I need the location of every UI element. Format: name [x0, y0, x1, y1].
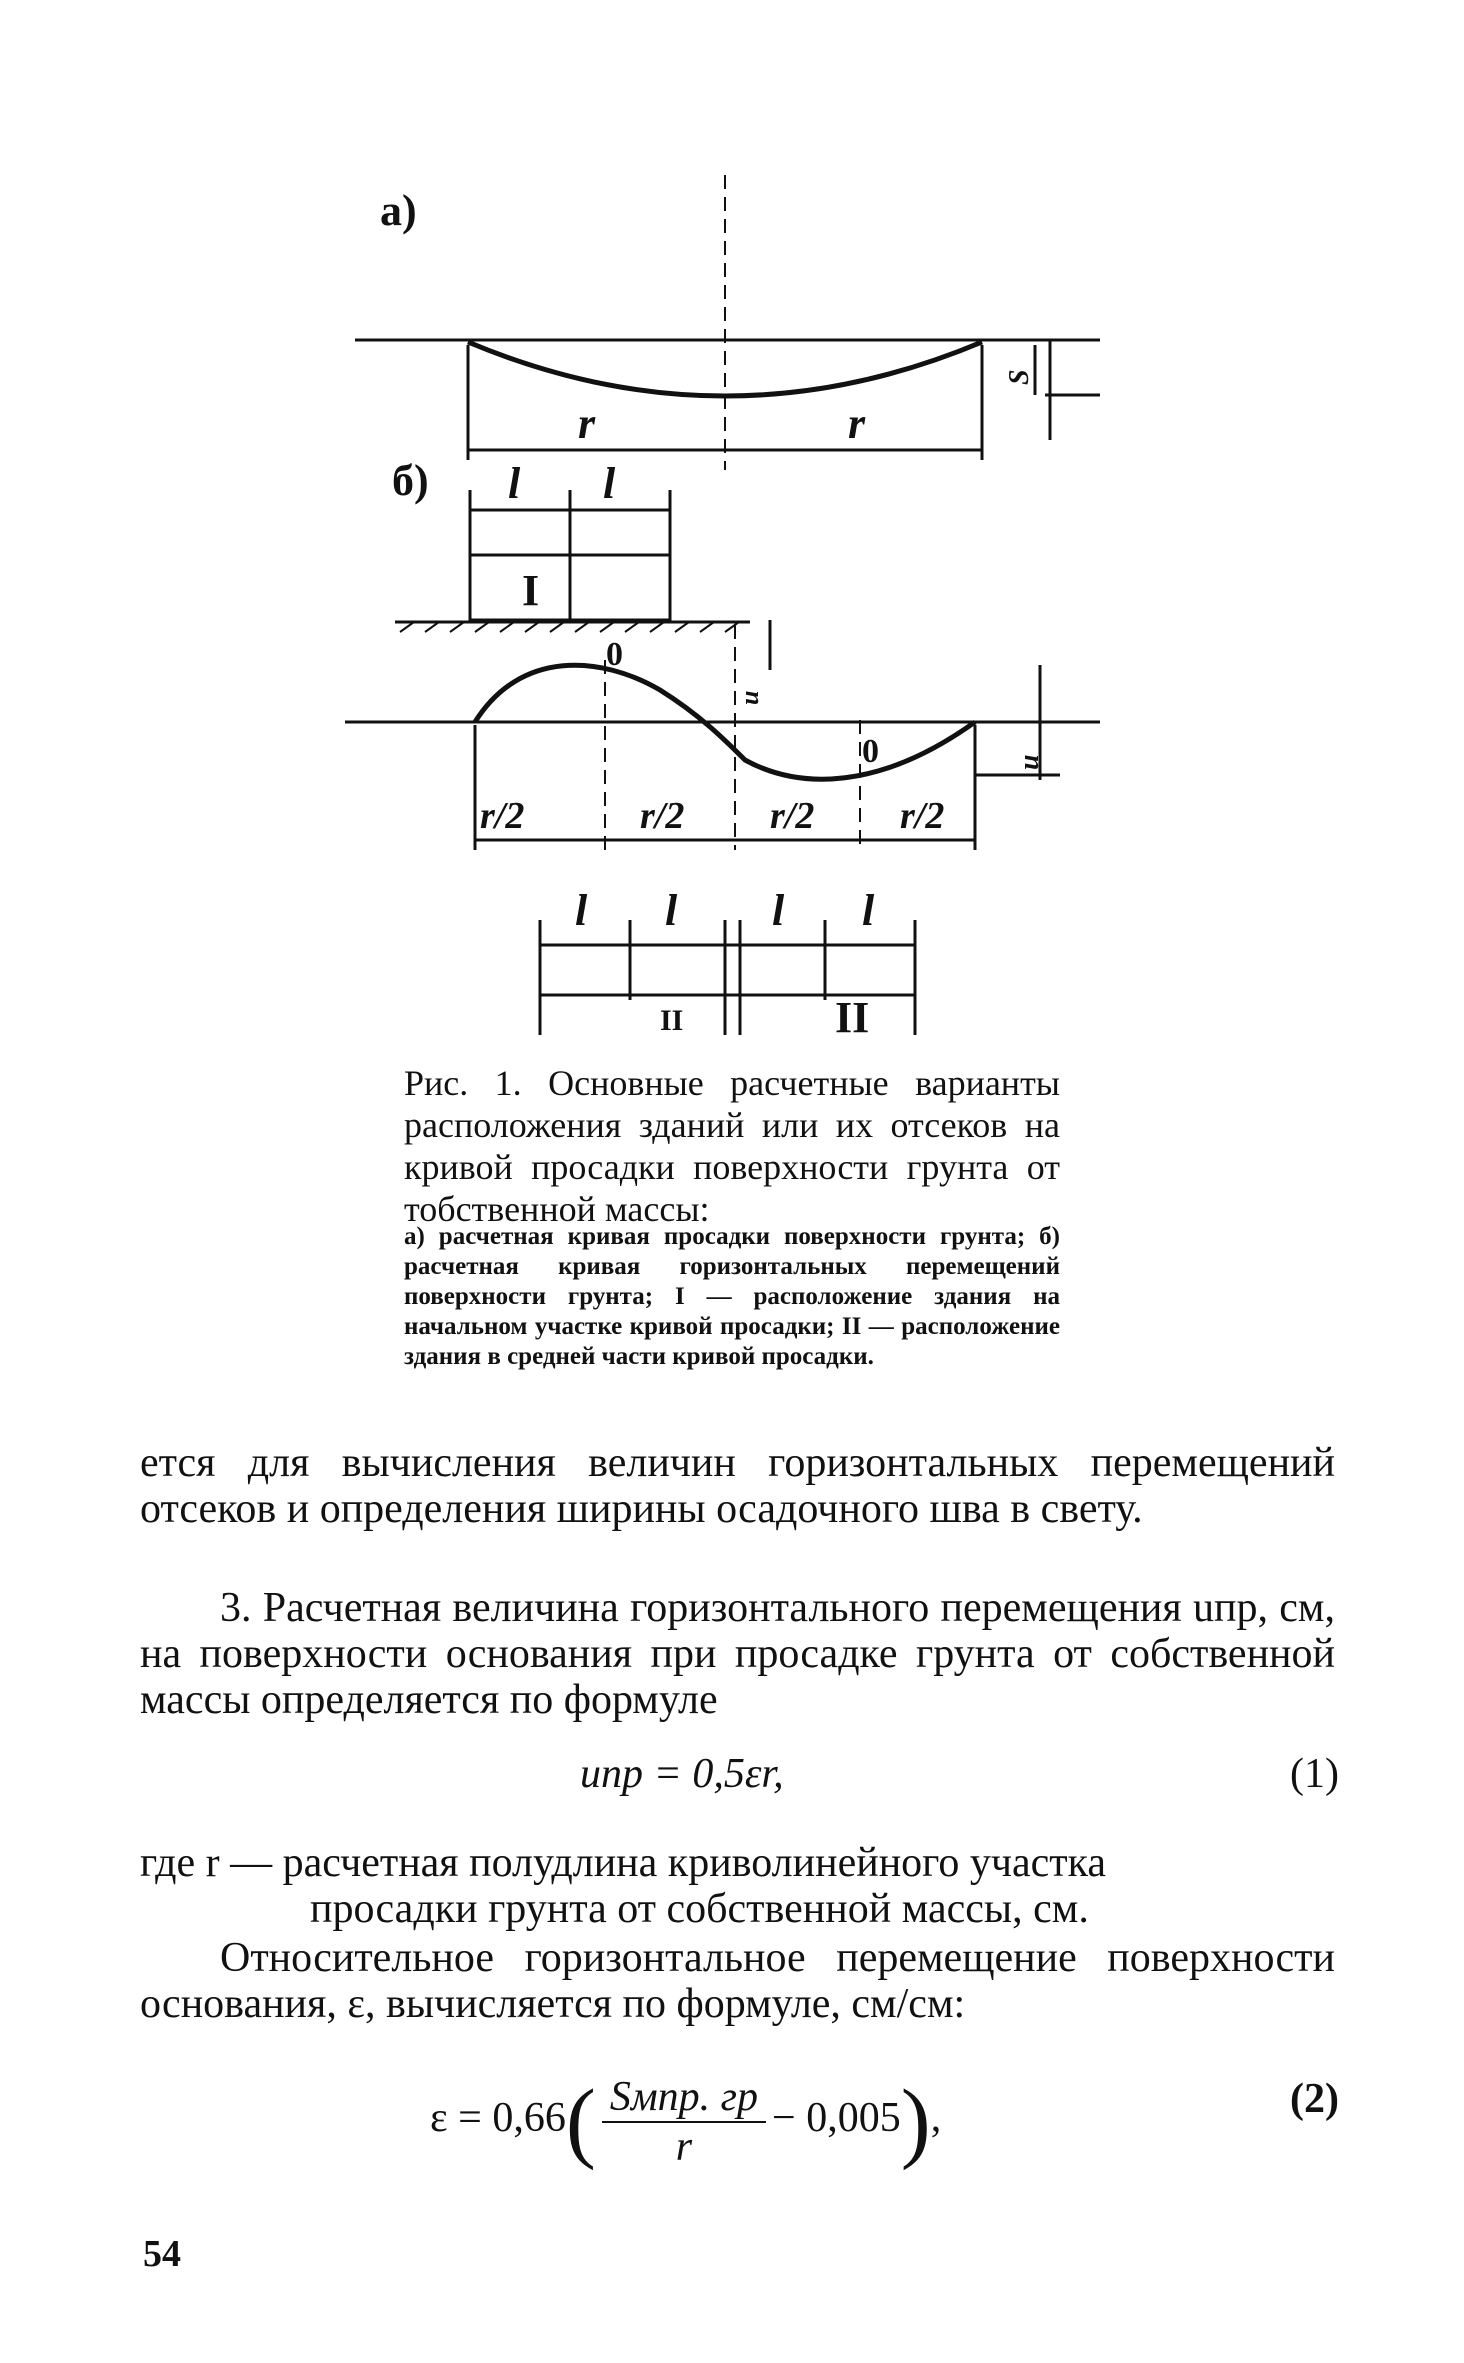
dim-r-left: r — [578, 399, 596, 448]
formula-2: ε = 0,66( $\frac{\text{Sмпр. гр}}{r}$ − 0,005), — [430, 2072, 942, 2171]
building-II-label: II — [835, 993, 870, 1042]
figure-caption: Рис. 1. Основные расчетные варианты расположения зданий или их отсеков на кривой просадки поверхности грунта от тобственной массы: — [404, 1063, 1060, 1229]
panel-a-label: а) — [380, 186, 417, 235]
formula-2-left: ε = 0,66 — [430, 2095, 566, 2142]
paragraph-definition — [140, 1840, 1335, 1932]
paragraph-2: 3. Расчетная величина горизонтального перемещения uпр, см, на поверхности основания при просадке грунта от собственной массы определяется по формуле — [140, 1585, 1335, 1723]
settlement-curve — [468, 342, 982, 396]
definition-line-1: где r — расчетная полудлина криволинейного участка — [140, 1840, 1107, 1886]
dim-l-5: l — [772, 886, 785, 935]
zero-label-1: 0 — [606, 636, 623, 673]
dim-r2-2: r/2 — [640, 795, 685, 837]
definition-line-2: просадки грунта от собственной массы, см. — [310, 1886, 1089, 1932]
paragraph-1: ется для вычисления величин горизонтальных перемещений отсеков и определения ширины осадочного шва в свету. — [140, 1440, 1335, 1532]
dim-l-1: l — [508, 459, 521, 508]
formula-1: uпр = 0,5εr, — [580, 1751, 784, 1797]
formula-2-numerator: Sмпр. гр — [602, 2073, 766, 2123]
dim-r2-1: r/2 — [480, 795, 525, 837]
formula-1-number: (1) — [1290, 1751, 1339, 1797]
dim-r2-4: r/2 — [900, 795, 945, 837]
u-label-1: u — [735, 690, 764, 705]
formula-2-tail: , — [930, 2095, 942, 2142]
figure-diagram — [0, 0, 1464, 1060]
building-II-label-small: II — [660, 1004, 684, 1037]
panel-b-label: б) — [392, 456, 429, 505]
dim-r-right: r — [848, 399, 866, 448]
dim-l-2: l — [603, 459, 616, 508]
zero-label-2: 0 — [862, 733, 879, 770]
s-label: S — [1004, 369, 1035, 385]
u-label-2: u — [1014, 754, 1045, 770]
dim-l-6: l — [862, 886, 875, 935]
figure-caption-notes: а) расчетная кривая просадки поверхности грунта; б) расчетная кривая горизонтальных перемещений поверхности грунта; I — расположение здания на начальном участке кривой просадки; II — расположение здания в средней части кривой просадки. — [404, 1223, 1060, 1370]
formula-2-number: (2) — [1290, 2076, 1339, 2122]
dim-l-3: l — [575, 886, 588, 935]
paragraph-3: Относительное горизонтальное перемещение поверхности основания, ε, вычисляется по формуле, см/см: — [140, 1935, 1335, 2027]
dim-l-4: l — [665, 886, 678, 935]
formula-2-fraction — [602, 2073, 766, 2171]
dim-r2-3: r/2 — [770, 795, 815, 837]
page-number: 54 — [143, 2233, 181, 2275]
formula-2-right: − 0,005 — [772, 2095, 901, 2142]
building-I-label: I — [522, 566, 540, 615]
formula-2-denominator: r — [675, 2123, 693, 2170]
